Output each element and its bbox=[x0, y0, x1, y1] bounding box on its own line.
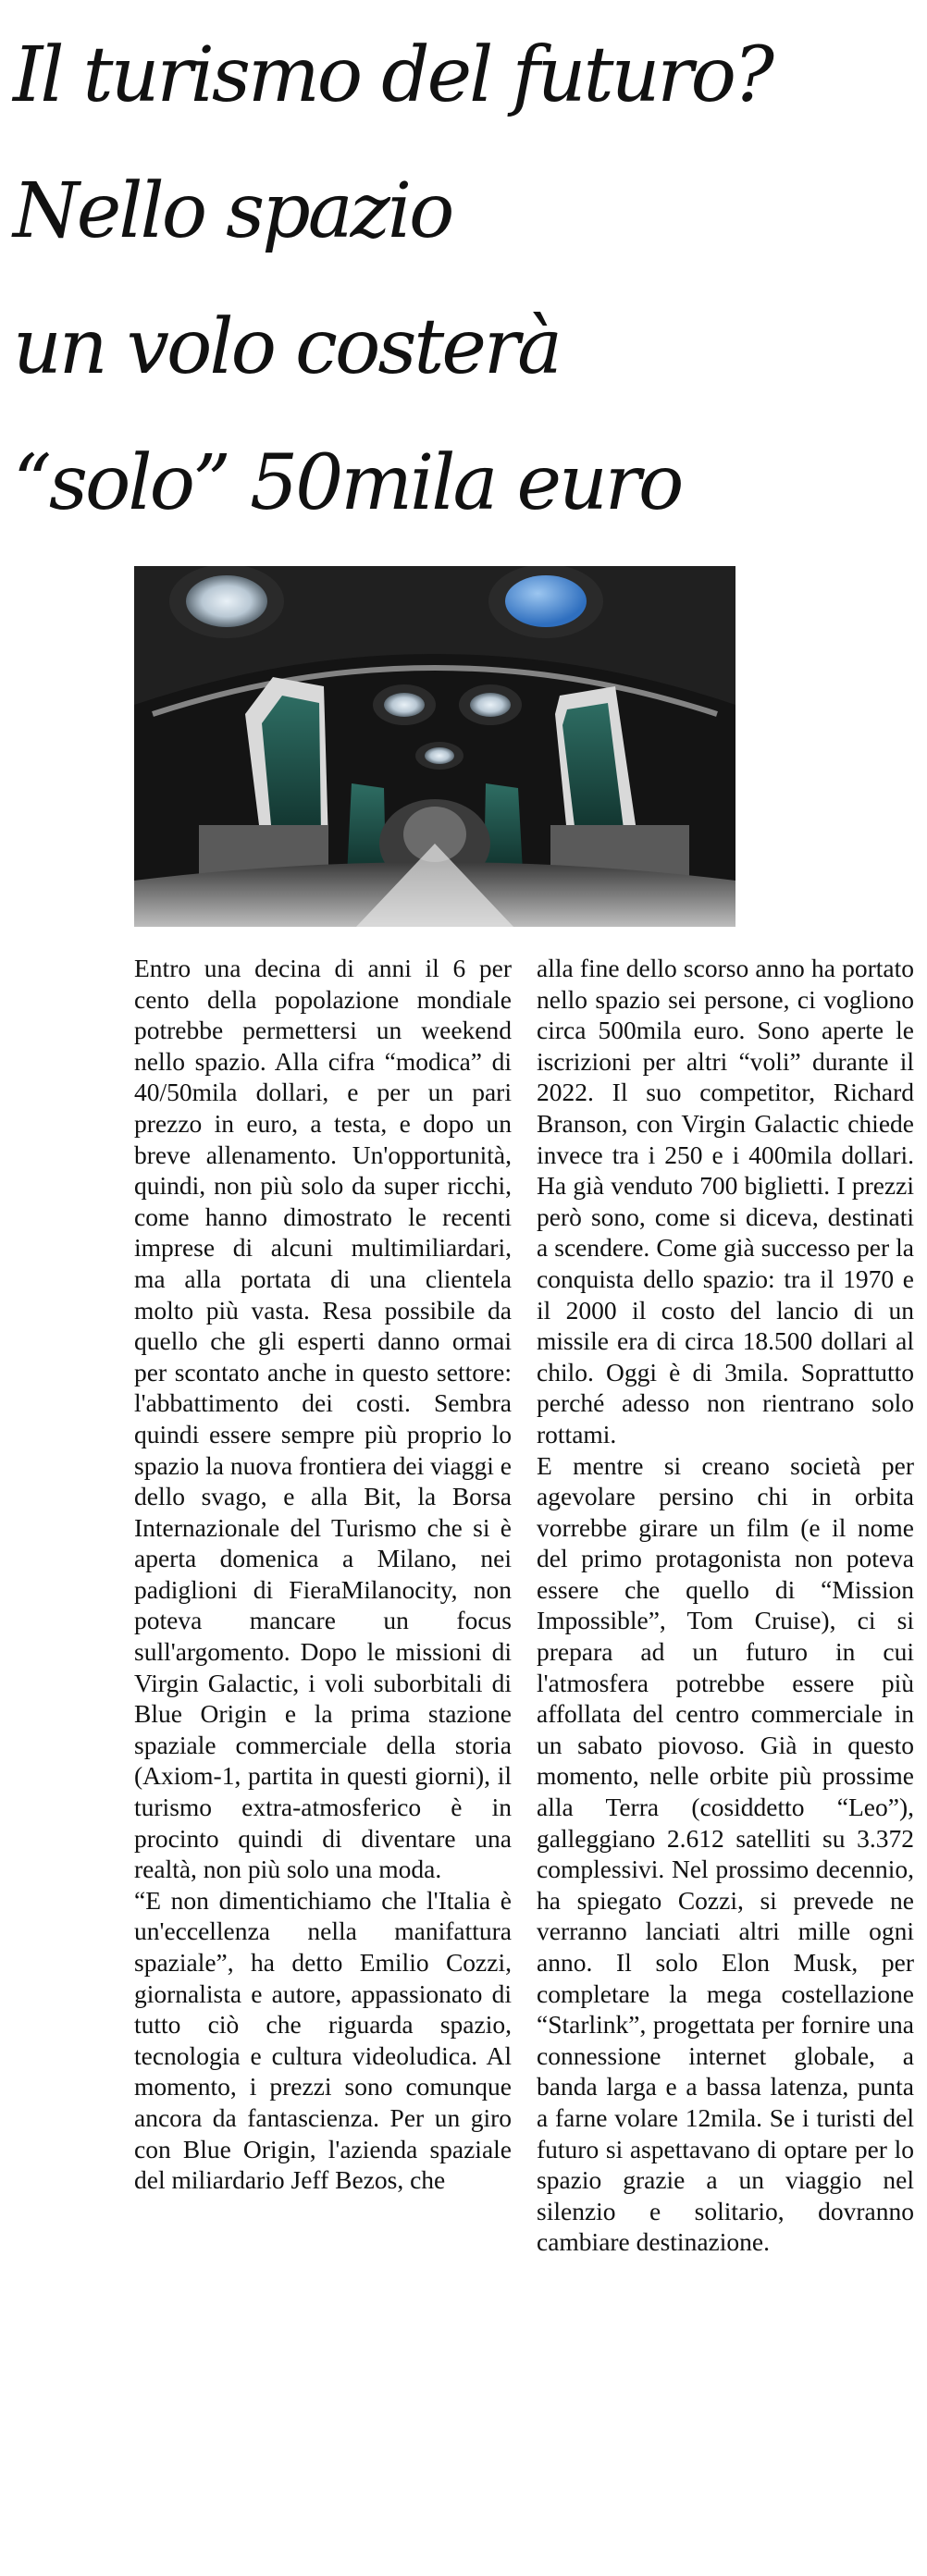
article-column-right bbox=[537, 953, 914, 2258]
headline-line-1: Il turismo del futuro? bbox=[13, 31, 772, 119]
headline-line-4: “solo” 50mila euro bbox=[13, 439, 682, 527]
headline bbox=[13, 7, 920, 551]
headline-line-3: un volo costerà bbox=[13, 303, 560, 391]
article-paragraph: “E non dimentichiamo che l'Italia è un'eccellenza nella manifattura spaziale”, ha detto Emilio Cozzi, giornalista e autore, appassionato di tutto ciò che riguarda spazio, tecnologia e cultura videoludica. Al momento, i prezzi sono comunque ancora da fantascienza. Per un giro con Blue Origin, l'azienda spaziale del miliardario Jeff Bezos, che bbox=[134, 1885, 512, 2195]
article-paragraph: E mentre si creano società per agevolare persino chi in orbita vorrebbe girare un film (e il nome del primo protagonista non poteva essere che quello di “Mission Impossible”, Tom Cruise), ci si prepara ad un futuro in cui l'atmosfera potrebbe essere più affollata del centro commerciale in un sabato piovoso. Già in questo momento, nelle orbite più prossime alla Terra (cosiddetto “Leo”), galleggiano 2.612 satelliti su 3.372 complessivi. Nel prossimo decennio, ha spiegato Cozzi, si prevede ne verranno lanciati altri mille ogni anno. Il solo Elon Musk, per completare la mega costellazione “Starlink”, progettata per fornire una connessione internet globale, a banda larga e a bassa latenza, punta a farne volare 12mila. Se i turisti del futuro si aspettavano di optare per lo spazio grazie a un viaggio nel silenzio e solitario, dovranno cambiare destinazione. bbox=[537, 1450, 914, 2257]
article-paragraph: Entro una decina di anni il 6 per cento della popolazione mondiale potrebbe permettersi un weekend nello spazio. Alla cifra “modica” di 40/50mila dollari, e per un pari prezzo in euro, a testa, e dopo un breve allenamento. Un'opportunità, quindi, non più solo da super ricchi, come hanno dimostrato le recenti imprese di alcuni multimiliardari, ma alla portata di una clientela molto più vasta. Resa possibile da quello che gli esperti danno ormai per scontato anche in questo settore: l'abbattimento dei costi. Sembra quindi essere sempre più proprio lo spazio la nuova frontiera dei viaggi e dello svago, e alla Bit, la Borsa Internazionale del Turismo che si è aperta domenica a Milano, nei padiglioni di FieraMilanocity, non poteva mancare un focus sull'argomento. Dopo le missioni di Virgin Galactic, i voli suborbitali di Blue Origin e la prima stazione spaziale commerciale della storia (Axiom-1, partita in questi giorni), il turismo extra-atmosferico è in procinto quindi di diventare una realtà, non più solo una moda. bbox=[134, 954, 512, 1884]
spacecraft-cabin-photo bbox=[134, 566, 735, 927]
cabin-illustration bbox=[134, 566, 735, 927]
headline-line-2: Nello spazio bbox=[13, 167, 452, 255]
article-paragraph: alla fine dello scorso anno ha portato nello spazio sei persone, ci vogliono circa 500mila euro. Sono aperte le iscrizioni per altri “voli” durante il 2022. Il suo competitor, Richard Branson, con Virgin Galactic chiede invece tra i 250 e i 400mila dollari. Ha già venduto 700 biglietti. I prezzi però sono, come si diceva, destinati a scendere. Come già successo per la conquista dello spazio: tra il 1970 e il 2000 il costo del lancio di un missile era di circa 18.500 dollari al chilo. Oggi è di 3mila. Soprattutto perché adesso non rientrano solo rottami. bbox=[537, 954, 914, 1448]
article-column-left bbox=[134, 953, 512, 2196]
